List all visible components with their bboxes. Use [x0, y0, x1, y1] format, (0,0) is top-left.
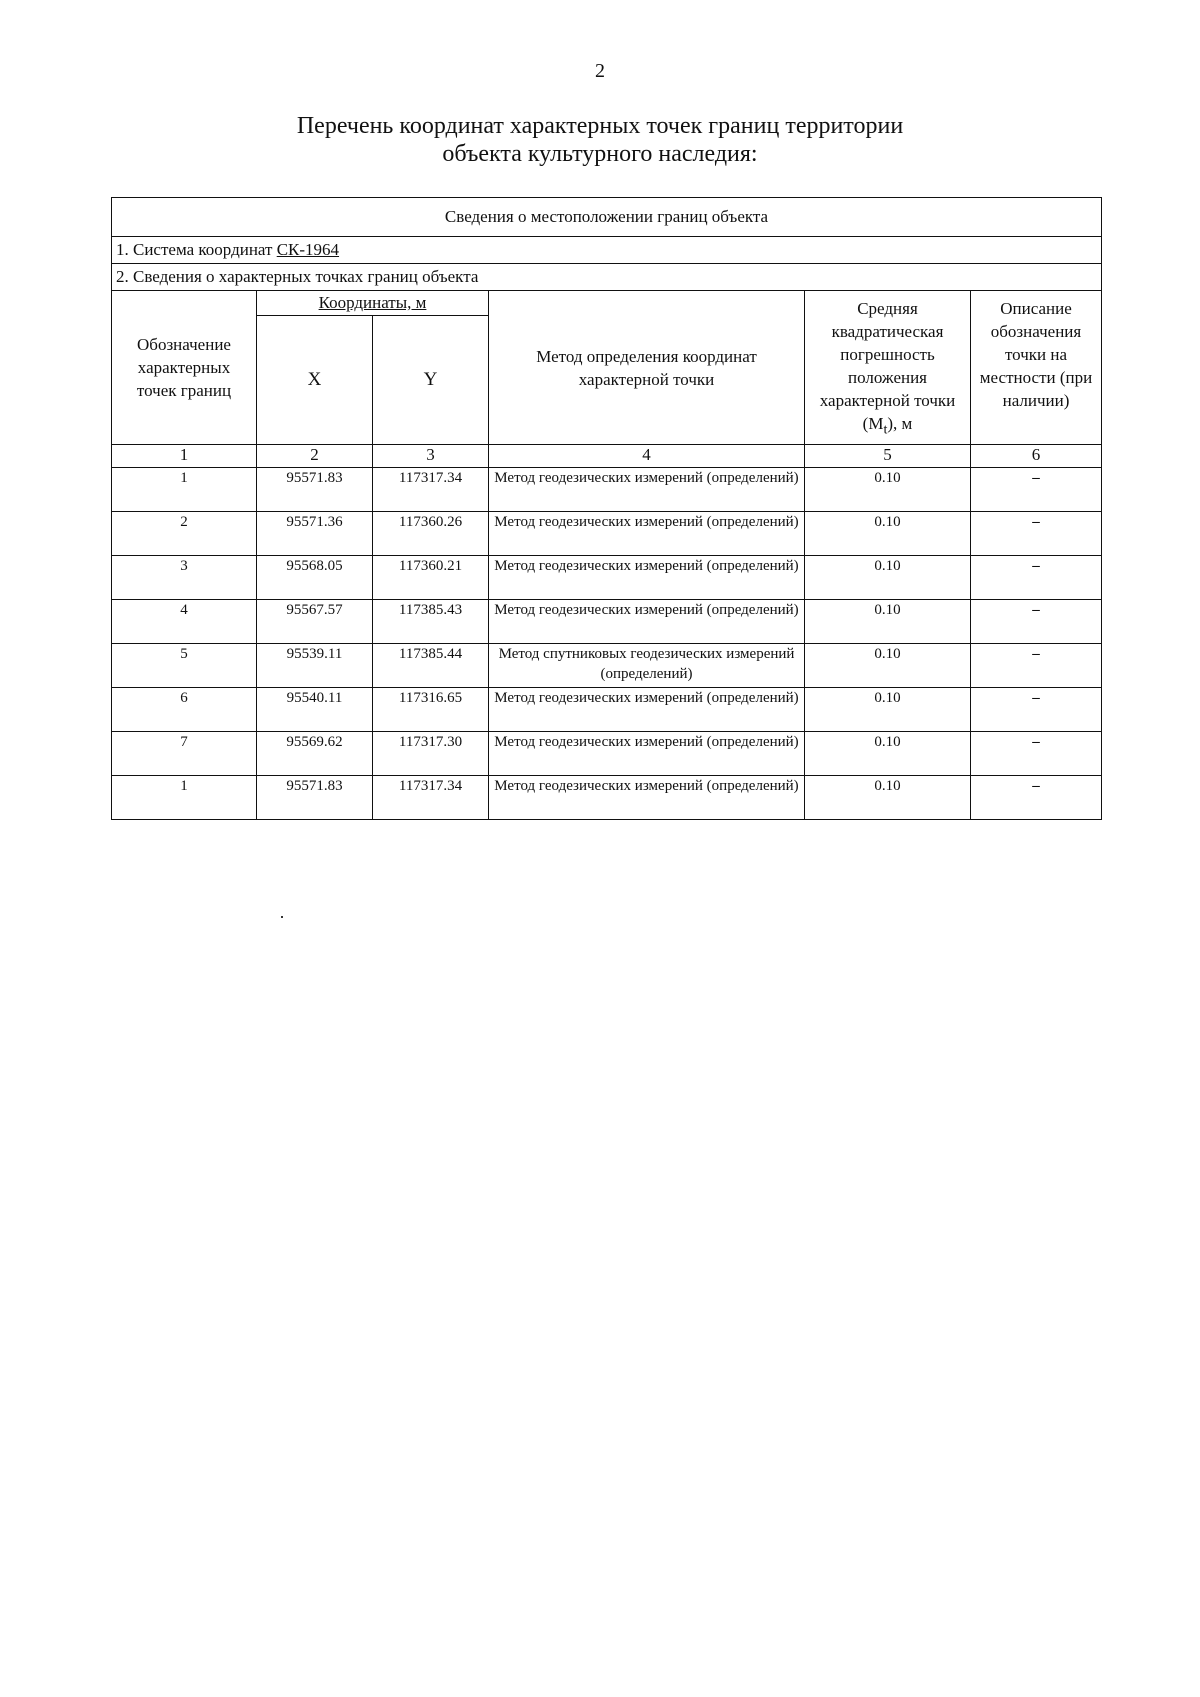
- description-cell: –: [971, 688, 1102, 732]
- x-cell: 95539.11: [257, 644, 373, 688]
- header-method: Метод определения координат характерной точки: [489, 291, 805, 445]
- method-cell: Метод геодезических измерений (определений): [489, 688, 805, 732]
- description-cell: –: [971, 776, 1102, 820]
- document-title: [0, 112, 1200, 168]
- y-cell: 117317.34: [373, 468, 489, 512]
- method-cell: Метод геодезических измерений (определений): [489, 468, 805, 512]
- y-cell: 117316.65: [373, 688, 489, 732]
- y-cell: 117360.21: [373, 556, 489, 600]
- description-cell: –: [971, 732, 1102, 776]
- y-cell: 117385.44: [373, 644, 489, 688]
- error-cell: 0.10: [805, 600, 971, 644]
- y-cell: 117360.26: [373, 512, 489, 556]
- description-cell: –: [971, 600, 1102, 644]
- error-cell: 0.10: [805, 688, 971, 732]
- point-cell: 1: [112, 776, 257, 820]
- method-cell: Метод геодезических измерений (определений): [489, 732, 805, 776]
- method-cell: Метод геодезических измерений (определений): [489, 600, 805, 644]
- column-number: 5: [805, 445, 971, 468]
- column-numbers-row: [112, 445, 1102, 468]
- table-row: [112, 776, 1102, 820]
- table-row: [112, 556, 1102, 600]
- point-cell: 4: [112, 600, 257, 644]
- x-cell: 95571.83: [257, 776, 373, 820]
- title-line-1: Перечень координат характерных точек границ территории: [296, 113, 904, 139]
- description-cell: –: [971, 512, 1102, 556]
- method-cell: Метод геодезических измерений (определений): [489, 776, 805, 820]
- point-cell: 7: [112, 732, 257, 776]
- point-cell: 6: [112, 688, 257, 732]
- point-cell: 2: [112, 512, 257, 556]
- table-row: [112, 600, 1102, 644]
- point-cell: 3: [112, 556, 257, 600]
- y-cell: 117317.34: [373, 776, 489, 820]
- description-cell: –: [971, 556, 1102, 600]
- coordinate-system-row: [112, 237, 1102, 264]
- error-cell: 0.10: [805, 644, 971, 688]
- error-cell: 0.10: [805, 732, 971, 776]
- method-cell: Метод геодезических измерений (определений): [489, 556, 805, 600]
- x-cell: 95567.57: [257, 600, 373, 644]
- header-y: Y: [373, 316, 489, 445]
- title-line-2: объекта культурного наследия:: [442, 141, 758, 167]
- header-point: Обозначение характерных точек границ: [112, 291, 257, 445]
- description-cell: –: [971, 644, 1102, 688]
- method-cell: Метод геодезических измерений (определений): [489, 512, 805, 556]
- points-info-row: 2. Сведения о характерных точках границ объекта: [112, 264, 1102, 291]
- x-cell: 95569.62: [257, 732, 373, 776]
- table-row: [112, 644, 1102, 688]
- x-cell: 95540.11: [257, 688, 373, 732]
- table-row: [112, 512, 1102, 556]
- error-cell: 0.10: [805, 776, 971, 820]
- point-cell: 5: [112, 644, 257, 688]
- table-row: [112, 732, 1102, 776]
- table-row: [112, 468, 1102, 512]
- error-cell: 0.10: [805, 556, 971, 600]
- column-number: 3: [373, 445, 489, 468]
- x-cell: 95568.05: [257, 556, 373, 600]
- header-coordinates: Координаты, м: [257, 291, 489, 316]
- table-main-header: Сведения о местоположении границ объекта: [112, 198, 1102, 237]
- description-cell: –: [971, 468, 1102, 512]
- column-number: 6: [971, 445, 1102, 468]
- y-cell: 117385.43: [373, 600, 489, 644]
- x-cell: 95571.36: [257, 512, 373, 556]
- y-cell: 117317.30: [373, 732, 489, 776]
- header-description: Описание обозначения точки на местности (при наличии): [971, 291, 1102, 445]
- table-row: [112, 688, 1102, 732]
- header-x: X: [257, 316, 373, 445]
- coordinate-system-label: 1. Система координат: [116, 240, 277, 259]
- error-cell: 0.10: [805, 512, 971, 556]
- method-cell: Метод спутниковых геодезических измерений (определений): [489, 644, 805, 688]
- coordinates-table: [111, 197, 1102, 820]
- error-cell: 0.10: [805, 468, 971, 512]
- page-number: 2: [595, 60, 605, 82]
- stray-dot: [281, 916, 283, 918]
- column-number: 2: [257, 445, 373, 468]
- header-error: Средняя квадратическая погрешность положения характерной точки $(M_t)$, м: [805, 291, 971, 445]
- column-number: 4: [489, 445, 805, 468]
- coordinate-system-value: СК-1964: [276, 240, 340, 259]
- x-cell: 95571.83: [257, 468, 373, 512]
- column-number: 1: [112, 445, 257, 468]
- point-cell: 1: [112, 468, 257, 512]
